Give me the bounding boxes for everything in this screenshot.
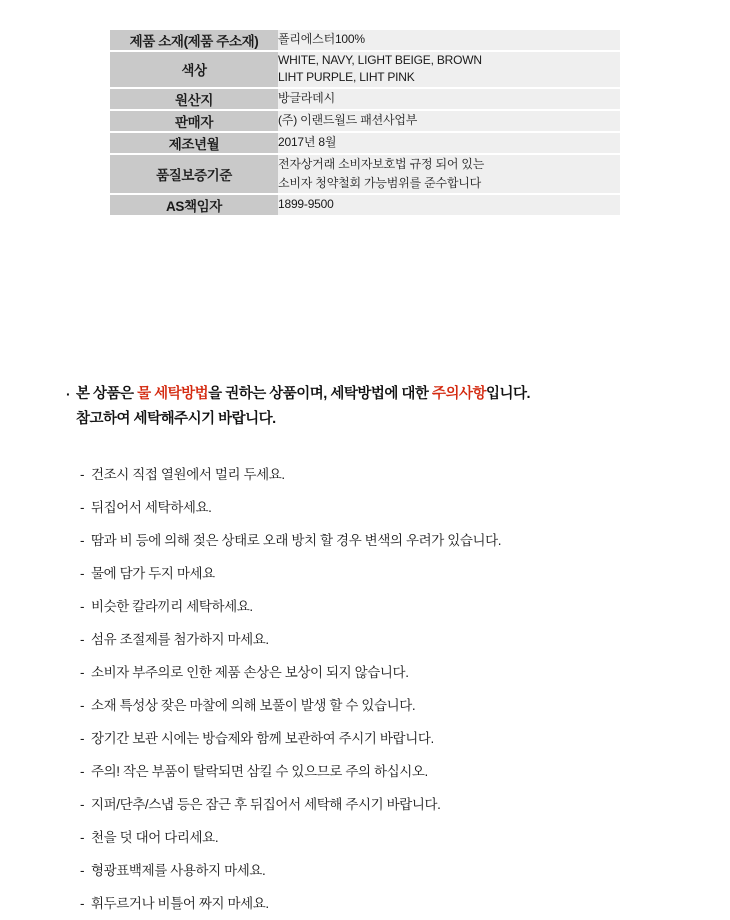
table-row [110, 51, 620, 88]
spec-value-line: LIHT PURPLE, LIHT PINK [278, 70, 415, 85]
spec-label-manufacture-date: 제조년월 [110, 132, 278, 154]
spec-value-quality-warranty [278, 154, 620, 194]
notice-text-line2: 참고하여 세탁해주시기 바랍니다. [76, 411, 276, 428]
washing-notice-block [66, 382, 686, 433]
care-item-text: 휘두르거나 비틀어 짜지 마세요. [91, 895, 269, 911]
washing-notice-text [76, 382, 686, 433]
care-item-text: 땀과 비 등에 의해 젖은 상태로 오래 방치 할 경우 변색의 우려가 있습니다. [91, 532, 502, 548]
spec-value-line: 2017년 8월 [278, 135, 337, 150]
table-row [110, 30, 620, 51]
spec-value-manufacture-date [278, 132, 620, 154]
dash-marker: - [80, 499, 85, 515]
list-item [80, 524, 680, 557]
care-item-text: 비슷한 칼라끼리 세탁하세요. [91, 598, 253, 614]
list-item [80, 755, 680, 788]
care-item-text: 주의! 작은 부품이 탈락되면 삼킬 수 있으므로 주의 하십시오. [91, 763, 428, 779]
care-instruction-list [80, 458, 680, 920]
spec-value-line: WHITE, NAVY, LIGHT BEIGE, BROWN [278, 53, 482, 67]
spec-value-line: 소비자 청약철회 가능범위를 준수합니다 [278, 175, 482, 190]
product-spec-table [110, 30, 620, 217]
bullet-icon: · [66, 386, 71, 402]
dash-marker: - [80, 532, 85, 548]
list-item [80, 689, 680, 722]
table-row [110, 194, 620, 216]
table-row [110, 154, 620, 194]
spec-label-origin: 원산지 [110, 88, 278, 110]
care-item-text: 소재 특성상 잦은 마찰에 의해 보풀이 발생 할 수 있습니다. [91, 697, 416, 713]
spec-value-line: 전자상거래 소비자보호법 규정 되어 있는 [278, 156, 485, 171]
spec-value-origin [278, 88, 620, 110]
spec-label-as-contact: AS책임자 [110, 194, 278, 216]
notice-text-part2: 을 권하는 상품이며, 세탁방법에 대한 [208, 386, 432, 402]
care-item-text: 소비자 부주의로 인한 제품 손상은 보상이 되지 않습니다. [91, 664, 409, 680]
care-item-text: 천을 덧 대어 다리세요. [91, 829, 219, 845]
dash-marker: - [80, 796, 85, 812]
dash-marker: - [80, 763, 85, 779]
list-item [80, 491, 680, 524]
notice-text-part1: 본 상품은 [76, 386, 138, 402]
list-item [80, 557, 680, 590]
spec-value-line: 1899-9500 [278, 197, 334, 212]
list-item [80, 821, 680, 854]
care-item-text: 물에 담가 두지 마세요 [91, 565, 215, 581]
spec-value-as-contact [278, 194, 620, 216]
spec-value-seller [278, 110, 620, 132]
spec-label-material: 제품 소재(제품 주소재) [110, 30, 278, 51]
list-item [80, 590, 680, 623]
washing-notice-heading [66, 382, 686, 433]
dash-marker: - [80, 829, 85, 845]
spec-label-color: 색상 [110, 51, 278, 88]
notice-highlight-caution: 주의사항 [431, 386, 486, 402]
dash-marker: - [80, 631, 85, 647]
dash-marker: - [80, 895, 85, 911]
spec-value-line: 폴리에스터100% [278, 32, 365, 47]
spec-value-material [278, 30, 620, 51]
list-item [80, 722, 680, 755]
dash-marker: - [80, 730, 85, 746]
care-item-text: 뒤집어서 세탁하세요. [91, 499, 212, 515]
spec-table-body [110, 30, 620, 216]
care-item-text: 형광표백제를 사용하지 마세요. [91, 862, 266, 878]
spec-label-seller: 판매자 [110, 110, 278, 132]
care-item-text: 섬유 조절제를 첨가하지 마세요. [91, 631, 269, 647]
dash-marker: - [80, 664, 85, 680]
care-item-text: 건조시 직접 열원에서 멀리 두세요. [91, 466, 285, 482]
dash-marker: - [80, 565, 85, 581]
table-row [110, 132, 620, 154]
spec-value-line: (주) 이랜드월드 패션사업부 [278, 113, 418, 128]
list-item [80, 458, 680, 491]
dash-marker: - [80, 598, 85, 614]
spec-label-quality-warranty: 품질보증기준 [110, 154, 278, 194]
care-item-text: 장기간 보관 시에는 방습제와 함께 보관하여 주시기 바랍니다. [91, 730, 434, 746]
list-item [80, 656, 680, 689]
list-item [80, 887, 680, 920]
table-row [110, 110, 620, 132]
dash-marker: - [80, 466, 85, 482]
spec-value-color [278, 51, 620, 88]
list-item [80, 788, 680, 821]
notice-text-part3: 입니다. [485, 386, 531, 402]
dash-marker: - [80, 862, 85, 878]
list-item [80, 854, 680, 887]
dash-marker: - [80, 697, 85, 713]
spec-value-line: 방글라데시 [278, 91, 335, 106]
list-item [80, 623, 680, 656]
notice-highlight-wash-method: 물 세탁방법 [137, 386, 209, 402]
care-item-text: 지퍼/단추/스냅 등은 잠근 후 뒤집어서 세탁해 주시기 바랍니다. [91, 796, 441, 812]
table-row [110, 88, 620, 110]
